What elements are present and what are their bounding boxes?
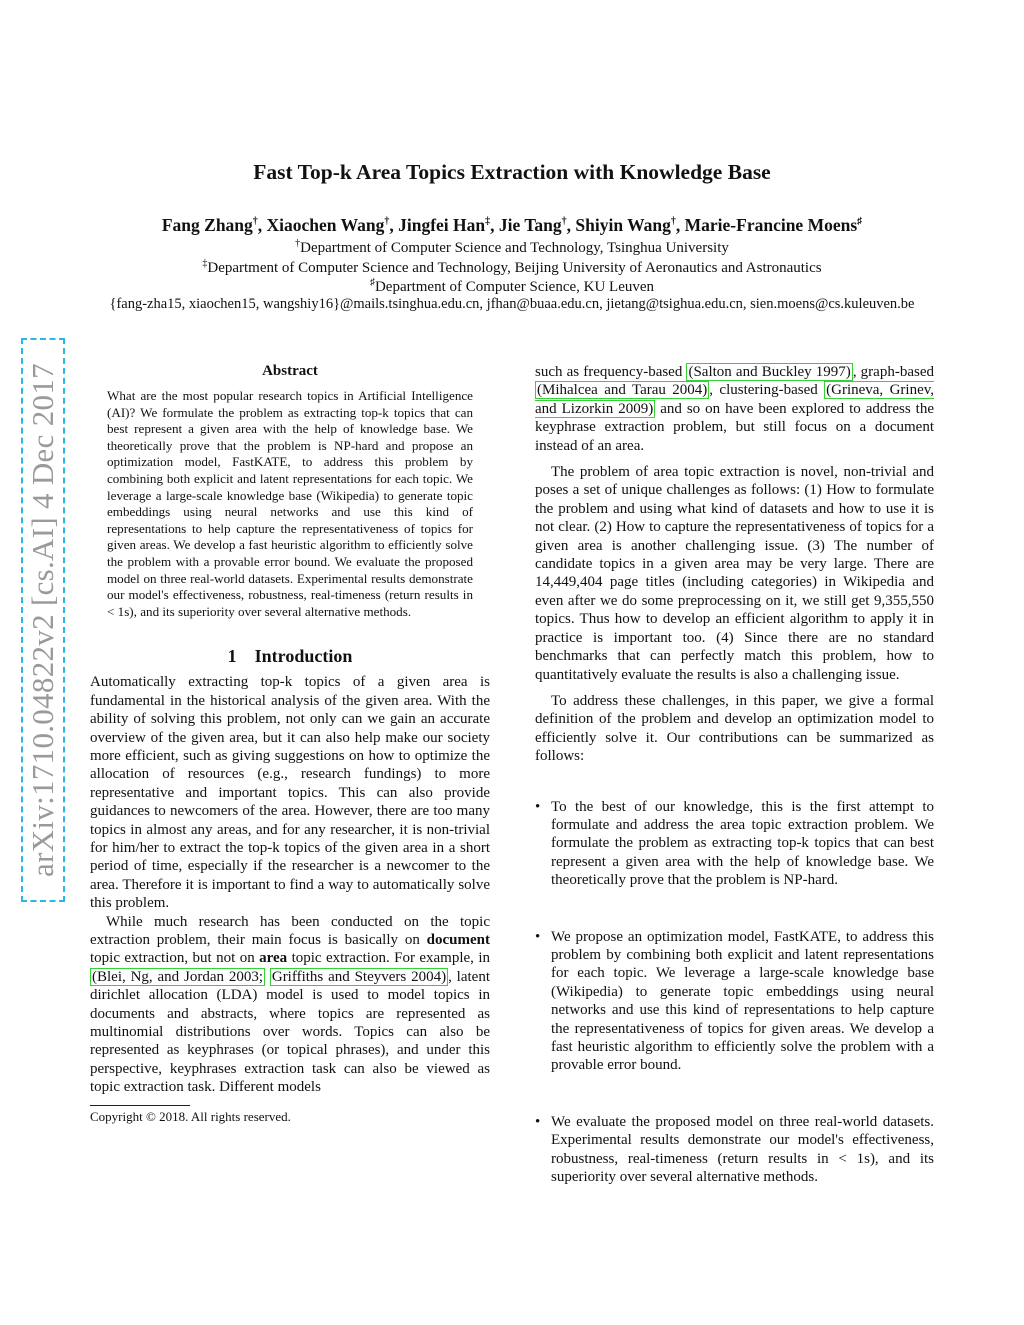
bullet-icon: •	[535, 928, 541, 945]
citation-link[interactable]: (Mihalcea and Tarau 2004)	[537, 382, 708, 399]
citation-link[interactable]: (Blei, Ng, and Jordan 2003;	[92, 968, 264, 985]
right-paragraph-1: The problem of area topic extraction is novel, non-trivial and poses a set of unique challenges as follows: (1) How to formulate the problem and using what kind of datasets and how to use it is not clear. (2) How to capture the representativeness of topics for a given area is another challenging issue. (3) The number of candidate topics in a given area may be very large. There are 14,449,404 page titles (including categories) in Wikipedia and even after we do some preprocessing on it, we still get 9,355,550 topics. Thus how to develop an efficient algorithm to apply it in practice is important too. (4) Since there are no standard benchmarks that can perfectly match this problem, how to quantitatively evaluate the results is also a challenging issue.	[535, 464, 934, 683]
affil-mark: ‡	[485, 216, 491, 228]
citation-link[interactable]: Griffiths and Steyvers 2004)	[271, 968, 447, 985]
affil-mark: †	[295, 238, 301, 249]
affil-mark: †	[252, 216, 258, 228]
affiliation-kuleuven	[0, 277, 1024, 296]
left-column	[90, 363, 490, 1125]
bullet-icon: •	[535, 798, 541, 815]
affil-mark: †	[561, 216, 567, 228]
affil-mark: ‡	[202, 258, 208, 269]
author: Fang Zhang	[161, 215, 253, 235]
citation-link[interactable]: (Grineva, Grinev, and Lizorkin 2009)	[535, 382, 934, 417]
author: Shiyin Wang	[575, 215, 671, 235]
text-span: topic extraction. For example, in	[287, 950, 490, 967]
contributions-list	[535, 798, 934, 1187]
affil-mark: †	[384, 216, 390, 228]
text-span: and so on have been explored to address the keyphrase extraction problem, but still focus on a document instead of an area.	[535, 400, 934, 454]
author-emails: {fang-zha15, xiaochen15, wangshiy16}@mails.tsinghua.edu.cn, jfhan@buaa.edu.cn, jietang@tsighua.edu.cn, sien.moens@cs.kuleuven.be	[109, 296, 915, 312]
right-paragraph-0	[535, 363, 934, 455]
author-list: Fang Zhang†, Xiaochen Wang†, Jingfei Han‡, Jie Tang†, Shiyin Wang†, Marie-Francine Moens♯	[161, 215, 863, 235]
text-span: , clustering-based	[709, 382, 825, 399]
emphasis-area: area	[259, 950, 288, 967]
paper-title: Fast Top-k Area Topics Extraction with Knowledge Base	[253, 160, 771, 184]
list-item	[535, 798, 934, 890]
affil-mark: ♯	[369, 277, 375, 288]
text-span: , latent dirichlet allocation (LDA) model is used to model topics in documents and abstracts, where topics are represented as multinomial distributions over words. Topics can also be represented as keyphrases (or topical phrases), and under this perspective, keyphrases extraction task can also be viewed as topic extraction task. Different models	[90, 968, 491, 1096]
right-paragraph-2: To address these challenges, in this paper, we give a formal definition of the problem and develop an optimization model to efficiently solve it. Our contributions can be summarized as follows:	[535, 692, 934, 765]
text-span: such as frequency-based	[535, 364, 687, 380]
author: Xiaochen Wang	[266, 215, 385, 235]
affiliation-buaa	[0, 258, 1024, 277]
affil-mark: †	[670, 216, 676, 228]
abstract-text: What are the most popular research topics in Artificial Intelligence (AI)? We formulate the problem as extracting top-k topics that can best represent a given area with the help of knowledge base. We theoretically prove that the problem is NP-hard and propose an optimization model, FastKATE, to address this problem by combining both explicit and latent representations for each topic. We leverage a large-scale knowledge base (Wikipedia) to generate topic embeddings using neural networks and use this kind of representations to help capture the representativeness of topics for given areas. We develop a fast heuristic algorithm to efficiently solve the problem with a provable error bound. We evaluate the proposed model on three real-world datasets. Experimental results demonstrate our model's effectiveness, robustness, real-timeness (return results in < 1s), and its superiority over several alternative methods.	[107, 388, 473, 619]
affiliation-text: Department of Computer Science and Technology, Tsinghua University	[300, 240, 729, 256]
arxiv-identifier[interactable]: arXiv:1710.04822v2 [cs.AI] 4 Dec 2017	[25, 363, 60, 877]
list-item-text: We propose an optimization model, FastKATE, to address this problem by combining both explicit and latent representations for each topic. We leverage a large-scale knowledge base (Wikipedia) to generate topic embeddings using neural networks and use this kind of representations to help capture the representativeness of topics for given areas. We develop a fast heuristic algorithm to efficiently solve the problem with a provable error bound.	[551, 928, 934, 1074]
text-span: , graph-based	[852, 364, 934, 380]
list-item	[535, 928, 934, 1075]
section-heading-introduction: 1 Introduction	[227, 646, 353, 667]
emphasis-document: document	[426, 932, 490, 948]
bullet-icon: •	[535, 1113, 541, 1130]
intro-paragraph-1: Automatically extracting top-k topics of a given area is fundamental in the historical analysis of the given area. With the ability of solving this problem, not only can we gain an accurate overview of the given area, but it can also help make our society more efficient, such as giving suggestions on how to optimize the allocation of resources (e.g., research fundings) to more representative and important topics. This can also provide guidances to newcomers of the area. However, there are too many topics in almost any areas, and for any researcher, it is non-trivial for him/her to extract the top-k topics of the given area in a short period of time, especially if the researcher is a newcomer to the area. Therefore it is important to find a way to automatically solve this problem.	[90, 674, 490, 912]
copyright-footnote: Copyright © 2018. All rights reserved.	[90, 1108, 291, 1124]
affil-mark: ♯	[857, 216, 863, 228]
author: Jingfei Han	[398, 215, 486, 235]
footnote-rule	[90, 1105, 190, 1106]
list-item-text: To the best of our knowledge, this is the first attempt to formulate and address the area topic extraction problem. We formulate the problem as extracting top-k topics that can best represent a given area with the help of knowledge base. We theoretically prove that the problem is NP-hard.	[551, 798, 934, 889]
intro-paragraph-2	[90, 913, 490, 1097]
list-item-text: We evaluate the proposed model on three real-world datasets. Experimental results demonstrate our model's effectiveness, robustness, real-timeness (return results in < 1s), and its superiority over several alternative methods.	[551, 1113, 934, 1186]
right-column	[535, 363, 934, 1224]
list-item	[535, 1113, 934, 1187]
author: Marie-Francine Moens	[684, 215, 858, 235]
affiliation-tsinghua	[0, 238, 1024, 257]
author: Jie Tang	[498, 215, 562, 235]
abstract-heading: Abstract	[262, 363, 318, 379]
affiliation-text: Department of Computer Science and Technology, Beijing University of Aeronautics and Astronautics	[207, 260, 822, 276]
text-span: While much research has been conducted on the topic extraction problem, their main focus is basically on	[90, 913, 490, 948]
affiliation-text: Department of Computer Science, KU Leuven	[374, 279, 655, 295]
text-span: topic extraction, but not on	[90, 950, 260, 967]
citation-link[interactable]: (Salton and Buckley 1997)	[688, 364, 851, 380]
